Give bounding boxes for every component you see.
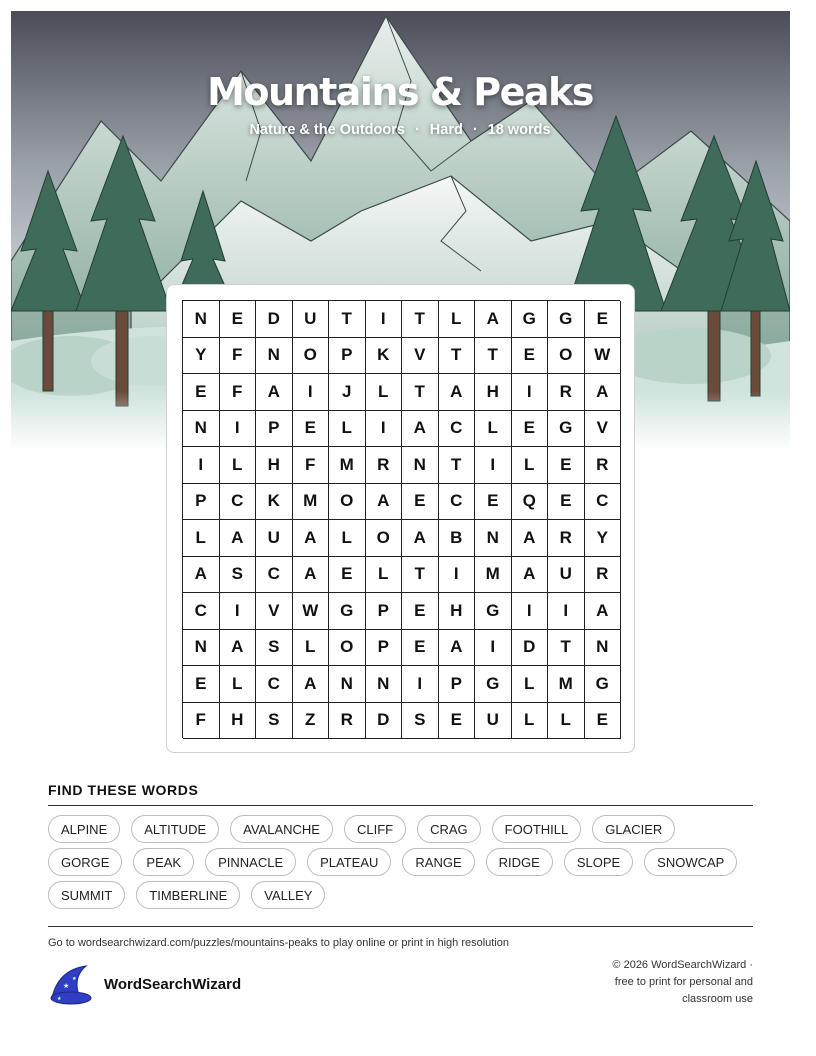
grid-cell[interactable]: A (220, 520, 257, 557)
grid-cell[interactable]: A (366, 484, 403, 521)
grid-cell[interactable]: Y (183, 338, 220, 375)
copyright-line: free to print for personal and (614, 976, 753, 988)
grid-cell[interactable]: E (402, 630, 439, 667)
grid-cell[interactable]: E (402, 593, 439, 630)
copyright-line: classroom use (682, 993, 753, 1005)
word-chip: ALTITUDE (131, 815, 219, 843)
word-chip: VALLEY (251, 881, 325, 909)
grid-cell[interactable]: I (475, 447, 512, 484)
grid-cell[interactable]: G (585, 666, 622, 703)
grid-cell[interactable]: C (439, 411, 476, 448)
grid-cell[interactable]: L (220, 447, 257, 484)
grid-cell[interactable]: T (439, 447, 476, 484)
copyright-line: © 2026 WordSearchWizard · (612, 959, 753, 971)
grid-cell[interactable]: W (585, 338, 622, 375)
word-chip: ALPINE (48, 815, 120, 843)
grid-cell[interactable]: R (585, 447, 622, 484)
grid-cell[interactable]: N (329, 666, 366, 703)
grid-cell[interactable]: N (183, 411, 220, 448)
grid-cell[interactable]: E (220, 301, 257, 338)
grid-cell[interactable]: M (293, 484, 330, 521)
grid-cell[interactable]: S (402, 703, 439, 740)
grid-cell[interactable]: L (512, 666, 549, 703)
grid-cell[interactable]: I (512, 374, 549, 411)
word-chip: RIDGE (486, 848, 553, 876)
separator-dot: · (472, 122, 478, 138)
grid-cell[interactable]: K (256, 484, 293, 521)
grid-cell[interactable]: P (439, 666, 476, 703)
grid-cell[interactable]: P (329, 338, 366, 375)
grid-cell[interactable]: L (512, 703, 549, 740)
grid-cell[interactable]: Z (293, 703, 330, 740)
footer-link-text[interactable]: Go to wordsearchwizard.com/puzzles/mountains-peaks to play online or print in high resolution (48, 937, 510, 949)
grid-cell[interactable]: M (475, 557, 512, 594)
grid-cell[interactable]: C (585, 484, 622, 521)
grid-cell[interactable]: G (475, 666, 512, 703)
word-chip: PLATEAU (307, 848, 391, 876)
word-count-label: 18 words (487, 122, 551, 138)
word-chip: GORGE (48, 848, 122, 876)
grid-cell[interactable]: E (293, 411, 330, 448)
grid-cell[interactable]: Q (512, 484, 549, 521)
grid-cell[interactable]: C (256, 557, 293, 594)
grid-cell[interactable]: L (366, 374, 403, 411)
grid-cell[interactable]: N (585, 630, 622, 667)
word-chip: TIMBERLINE (136, 881, 240, 909)
word-chip: CRAG (417, 815, 481, 843)
grid-cell[interactable]: I (366, 411, 403, 448)
grid-cell[interactable]: K (366, 338, 403, 375)
grid-cell[interactable]: E (512, 338, 549, 375)
brand-name: WordSearchWizard (104, 975, 242, 993)
grid-cell[interactable]: E (585, 301, 622, 338)
svg-text:★: ★ (72, 976, 77, 982)
grid-cell[interactable]: T (439, 338, 476, 375)
grid-cell[interactable]: N (183, 630, 220, 667)
grid-cell[interactable]: E (183, 666, 220, 703)
grid-cell[interactable]: H (256, 447, 293, 484)
grid-cell[interactable]: H (220, 703, 257, 740)
word-chip: AVALANCHE (230, 815, 333, 843)
difficulty-label: Hard (429, 122, 463, 138)
grid-cell[interactable]: I (366, 301, 403, 338)
grid-cell[interactable]: A (585, 593, 622, 630)
grid-cell[interactable]: L (329, 520, 366, 557)
grid-cell[interactable]: E (183, 374, 220, 411)
grid-cell[interactable]: T (548, 630, 585, 667)
grid-cell[interactable]: E (585, 703, 622, 740)
grid-cell[interactable]: T (475, 338, 512, 375)
grid-cell[interactable]: I (548, 593, 585, 630)
word-list (48, 815, 758, 914)
grid-cell[interactable]: L (548, 703, 585, 740)
word-chip: GLACIER (592, 815, 675, 843)
grid-cell[interactable]: T (402, 301, 439, 338)
grid-cell[interactable]: F (220, 338, 257, 375)
grid-cell[interactable]: R (585, 557, 622, 594)
grid-cell[interactable]: S (220, 557, 257, 594)
grid-cell[interactable]: L (329, 411, 366, 448)
grid-cell[interactable]: L (439, 301, 476, 338)
grid-cell[interactable]: P (366, 593, 403, 630)
grid-cell[interactable]: U (548, 557, 585, 594)
letter-grid (182, 300, 620, 738)
category-label: Nature & the Outdoors (249, 122, 405, 138)
grid-cell[interactable]: N (256, 338, 293, 375)
grid-cell[interactable]: N (366, 666, 403, 703)
word-chip: FOOTHILL (492, 815, 582, 843)
grid-cell[interactable]: L (512, 447, 549, 484)
grid-cell[interactable]: A (439, 374, 476, 411)
grid-cell[interactable]: E (548, 484, 585, 521)
grid-cell[interactable]: O (293, 338, 330, 375)
puzzle-subtitle (0, 122, 800, 138)
brand-logo (48, 962, 241, 1006)
grid-cell[interactable]: D (512, 630, 549, 667)
grid-cell[interactable]: P (256, 411, 293, 448)
grid-cell[interactable]: U (293, 301, 330, 338)
grid-cell[interactable]: G (329, 593, 366, 630)
grid-cell[interactable]: I (220, 411, 257, 448)
grid-cell[interactable]: R (366, 447, 403, 484)
grid-cell[interactable]: D (366, 703, 403, 740)
grid-cell[interactable]: B (439, 520, 476, 557)
grid-cell[interactable]: I (402, 666, 439, 703)
grid-cell[interactable]: G (475, 593, 512, 630)
grid-cell[interactable]: I (293, 374, 330, 411)
grid-cell[interactable]: L (475, 411, 512, 448)
grid-cell[interactable]: E (512, 411, 549, 448)
grid-cell[interactable]: O (366, 520, 403, 557)
grid-cell[interactable]: W (293, 593, 330, 630)
word-chip: PINNACLE (205, 848, 296, 876)
word-chip: PEAK (133, 848, 194, 876)
grid-cell[interactable]: V (402, 338, 439, 375)
grid-cell[interactable]: F (293, 447, 330, 484)
grid-cell[interactable]: A (293, 520, 330, 557)
grid-cell[interactable]: I (439, 557, 476, 594)
grid-cell[interactable]: U (475, 703, 512, 740)
grid-cell[interactable]: R (329, 703, 366, 740)
grid-cell[interactable]: C (220, 484, 257, 521)
grid-cell[interactable]: T (329, 301, 366, 338)
grid-cell[interactable]: N (475, 520, 512, 557)
grid-cell[interactable]: H (475, 374, 512, 411)
grid-cell[interactable]: A (402, 520, 439, 557)
separator-dot: · (414, 122, 420, 138)
grid-cell[interactable]: C (256, 666, 293, 703)
grid-cell[interactable]: M (329, 447, 366, 484)
grid-cell[interactable]: A (220, 630, 257, 667)
grid-cell[interactable]: I (475, 630, 512, 667)
grid-cell[interactable]: E (475, 484, 512, 521)
grid-cell[interactable]: M (548, 666, 585, 703)
grid-cell[interactable]: P (366, 630, 403, 667)
word-chip: SNOWCAP (644, 848, 737, 876)
copyright-notice (563, 957, 753, 1008)
grid-cell[interactable]: L (293, 630, 330, 667)
grid-cell[interactable]: A (512, 520, 549, 557)
grid-cell[interactable]: N (402, 447, 439, 484)
grid-cell[interactable]: L (183, 520, 220, 557)
grid-cell[interactable]: L (220, 666, 257, 703)
puzzle-grid-card (166, 284, 635, 753)
puzzle-title: Mountains & Peaks (207, 70, 593, 114)
grid-cell[interactable]: R (548, 374, 585, 411)
svg-text:★: ★ (57, 996, 62, 1002)
grid-cell[interactable]: G (548, 411, 585, 448)
grid-cell[interactable]: A (183, 557, 220, 594)
words-heading: FIND THESE WORDS (48, 782, 199, 798)
grid-cell[interactable]: F (220, 374, 257, 411)
grid-cell[interactable]: D (256, 301, 293, 338)
grid-cell[interactable]: S (256, 630, 293, 667)
grid-cell[interactable]: A (402, 411, 439, 448)
grid-cell[interactable]: E (439, 703, 476, 740)
grid-cell[interactable]: Y (585, 520, 622, 557)
grid-cell[interactable]: J (329, 374, 366, 411)
wizard-hat-icon (48, 962, 94, 1006)
grid-cell[interactable]: A (293, 666, 330, 703)
word-chip: RANGE (402, 848, 474, 876)
divider (48, 805, 753, 806)
grid-cell[interactable]: S (256, 703, 293, 740)
grid-cell[interactable]: A (256, 374, 293, 411)
grid-cell[interactable]: E (402, 484, 439, 521)
grid-cell[interactable]: P (183, 484, 220, 521)
grid-cell[interactable]: I (512, 593, 549, 630)
word-chip: SLOPE (564, 848, 633, 876)
grid-cell[interactable]: F (183, 703, 220, 740)
grid-cell[interactable]: I (220, 593, 257, 630)
grid-cell[interactable]: A (439, 630, 476, 667)
divider (48, 926, 753, 927)
grid-cell[interactable]: T (402, 557, 439, 594)
grid-cell[interactable]: T (402, 374, 439, 411)
grid-cell[interactable]: G (548, 301, 585, 338)
grid-cell[interactable]: U (256, 520, 293, 557)
grid-cell[interactable]: L (366, 557, 403, 594)
word-chip: CLIFF (344, 815, 406, 843)
grid-cell[interactable]: A (475, 301, 512, 338)
grid-cell[interactable]: V (256, 593, 293, 630)
grid-cell[interactable]: A (512, 557, 549, 594)
grid-cell[interactable]: E (548, 447, 585, 484)
grid-cell[interactable]: C (439, 484, 476, 521)
grid-cell[interactable]: E (329, 557, 366, 594)
grid-cell[interactable]: O (329, 630, 366, 667)
grid-cell[interactable]: C (183, 593, 220, 630)
grid-cell[interactable]: N (183, 301, 220, 338)
grid-cell[interactable]: O (329, 484, 366, 521)
grid-cell[interactable]: G (512, 301, 549, 338)
grid-cell[interactable]: H (439, 593, 476, 630)
grid-cell[interactable]: V (585, 411, 622, 448)
grid-cell[interactable]: I (183, 447, 220, 484)
grid-cell[interactable]: O (548, 338, 585, 375)
word-chip: SUMMIT (48, 881, 125, 909)
grid-cell[interactable]: A (585, 374, 622, 411)
grid-cell[interactable]: R (548, 520, 585, 557)
svg-text:★: ★ (63, 982, 70, 990)
grid-cell[interactable]: A (293, 557, 330, 594)
